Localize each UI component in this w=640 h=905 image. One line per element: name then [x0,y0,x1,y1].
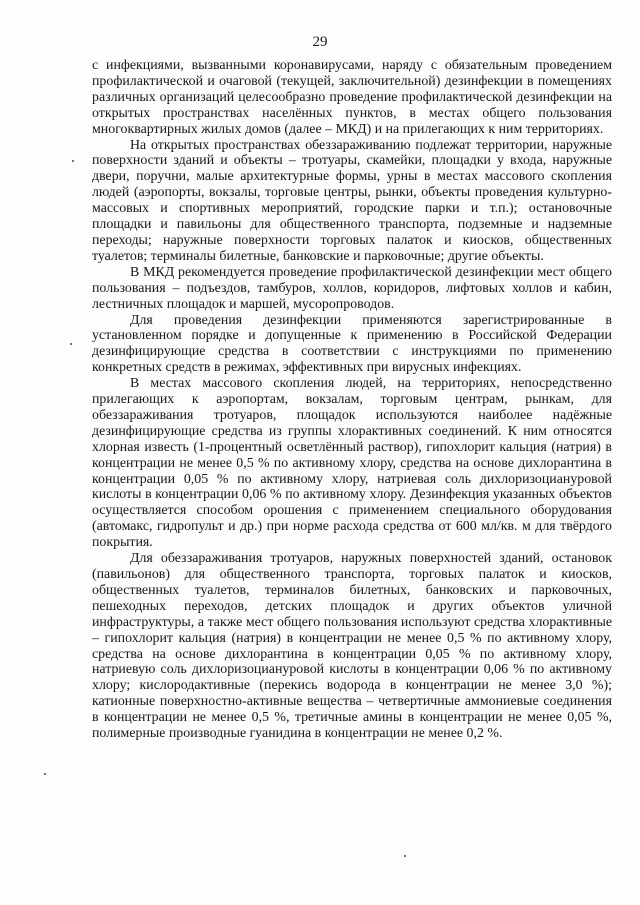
page-number: 29 [312,34,328,50]
paragraph-5: В местах массового скопления людей, на территориях, непосредственно прилегающих к аэропортам, вокзалам, торговым центрам, рынкам, для обеззараживания тротуаров, площадок используются наиболее надёжные дезинфицирующие средства из группы хлорактивных соединений. К ним относятся хлорная известь (1-процентный осветлённый раствор), гипохлорит кальция (натрия) в концентрации не менее 0,5 % по активному хлору, средства на основе дихлорантина в концентрации 0,05 % по активному хлору, натриевая соль дихлоризоциануровой кислоты в концентрации 0,06 % по активному хлору. Дезинфекция указанных объектов осуществляется способом орошения с применением специального оборудования (автомакс, гидропульт и др.) при норме расхода средства от 600 мл/кв. м для твёрдого покрытия. [92,376,612,551]
paragraph-1: с инфекциями, вызванными коронавирусами, наряду с обязательным проведением профилактической и очаговой (текущей, заключительной) дезинфекции в помещениях различных организаций целесообразно проведение профилактической дезинфекции на открытых пространствах населённых пунктов, в местах общего пользования многоквартирных жилых домов (далее – МКД) и на прилегающих к ним территориях. [92,58,612,137]
paragraph-3: В МКД рекомендуется проведение профилактической дезинфекции мест общего пользования – подъездов, тамбуров, холлов, коридоров, лифтовых холлов и кабин, лестничных площадок и маршей, мусоропроводов. [92,264,612,312]
scan-speck [70,343,72,345]
document-body [92,58,612,742]
scan-speck [44,773,46,775]
paragraph-2: На открытых пространствах обеззараживанию подлежат территории, наружные поверхности зданий и объекты – тротуары, скамейки, площадки у входа, наружные двери, поручни, малые архитектурные формы, урны в местах массового скопления людей (аэропорты, вокзалы, торговые центры, рынки, объекты проведения культурно-массовых и спортивных мероприятий, городские парки и т.п.); остановочные площадки и павильоны для общественного транспорта, подземные и надземные переходы; наружные поверхности торговых палаток и киосков, общественных туалетов; терминалы билетные, банковские и парковочные; другие объекты. [92,137,612,264]
scan-speck [404,855,406,857]
paragraph-4: Для проведения дезинфекции применяются зарегистрированные в установленном порядке и допущенные к применению в Российской Федерации дезинфицирующие средства в соответствии с инструкциями по применению конкретных средств в режимах, эффективных при вирусных инфекциях. [92,312,612,376]
paragraph-6: Для обеззараживания тротуаров, наружных поверхностей зданий, остановок (павильонов) для общественного транспорта, торговых палаток и киосков, общественных туалетов, терминалов билетных, банковских и парковочных, пешеходных переходов, детских площадок и других объектов уличной инфраструктуры, а также мест общего пользования используют средства хлорактивные – гипохлорит кальция (натрия) в концентрации не менее 0,5 % по активному хлору, средства на основе дихлорантина в концентрации 0,05 % по активному хлору, натриевую соль дихлоризоциануровой кислоты в концентрации 0,06 % по активному хлору; кислородактивные (перекись водорода в концентрации не менее 3,0 %); катионные поверхностно-активные вещества – четвертичные аммониевые соединения в концентрации не менее 0,5 %, третичные амины в концентрации не менее 0,05 %, полимерные производные гуанидина в концентрации не менее 0,2 %. [92,551,612,742]
scan-speck [72,160,74,162]
